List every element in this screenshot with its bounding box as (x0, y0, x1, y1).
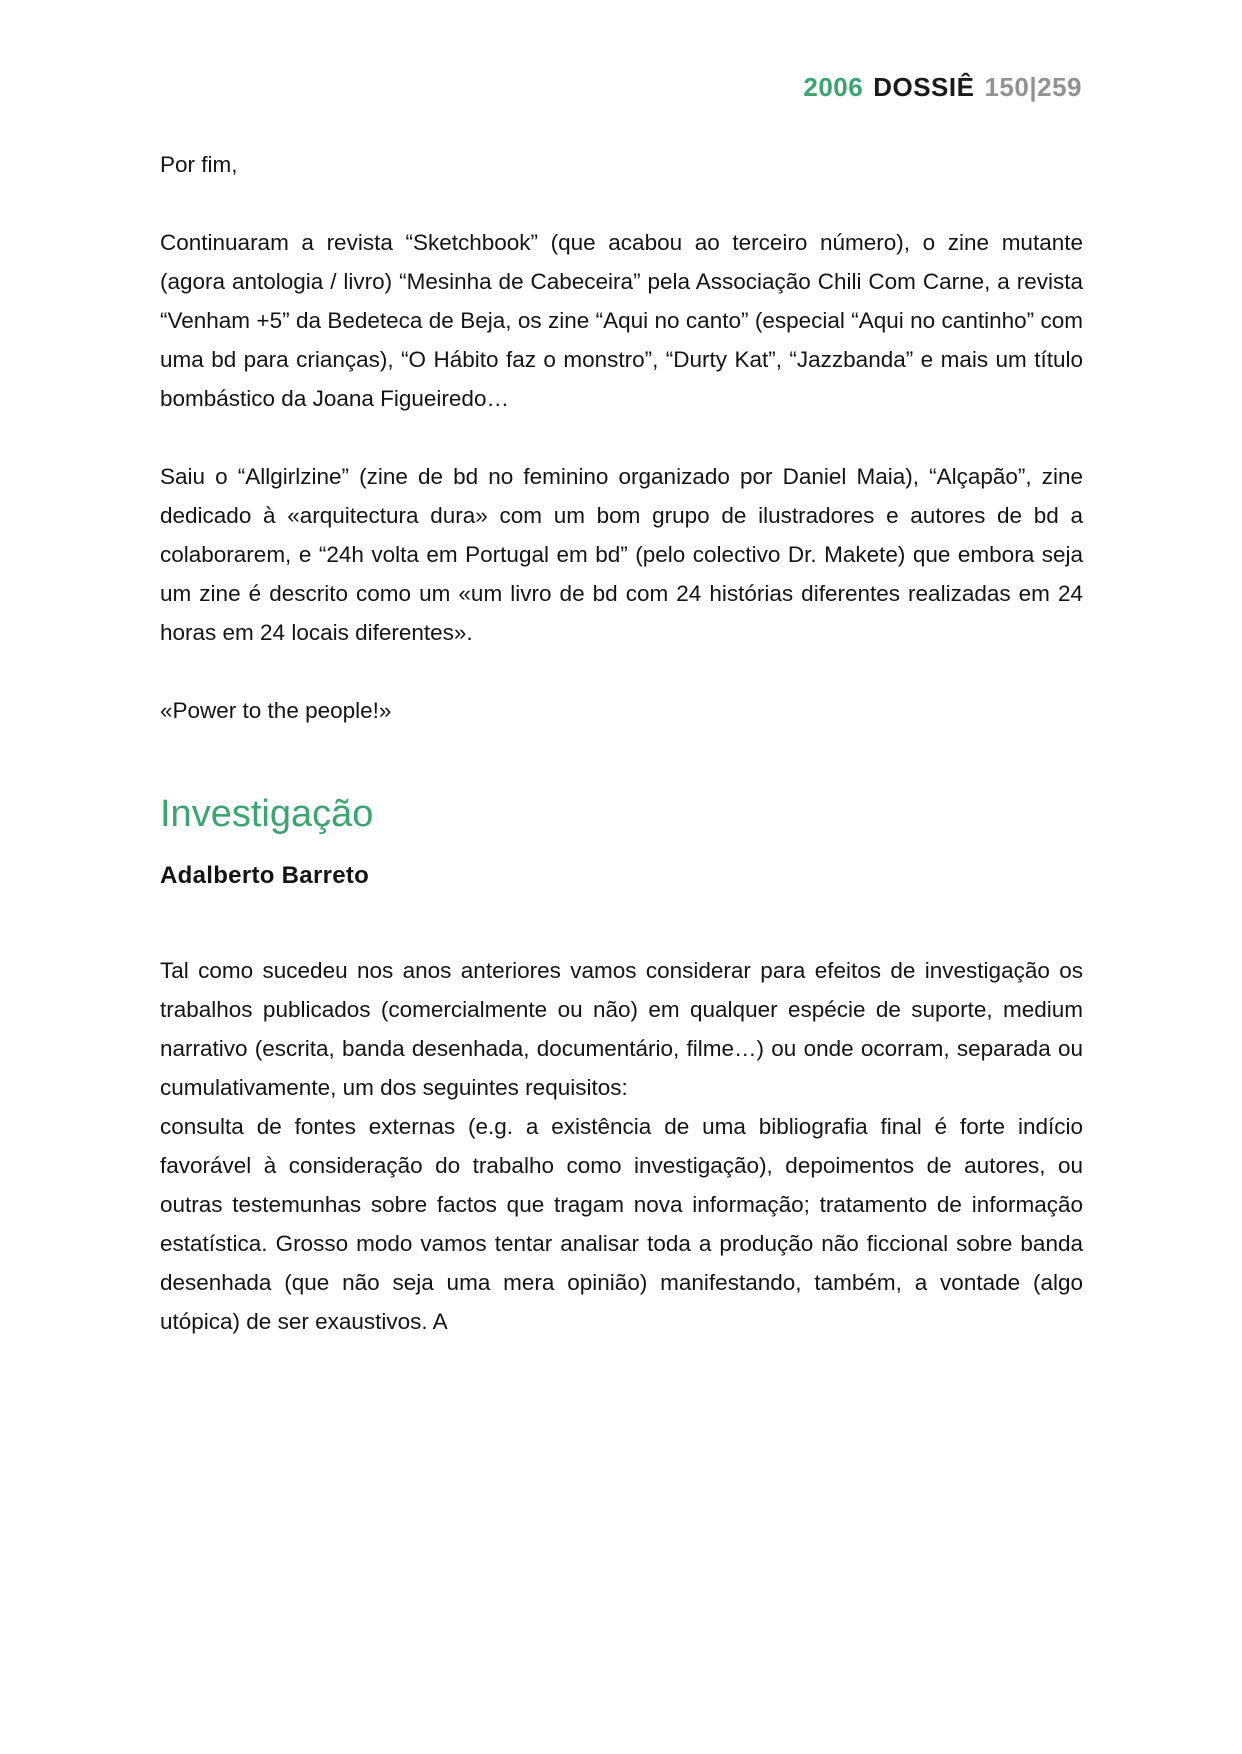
header-page-number: 150|259 (984, 72, 1082, 102)
paragraph-saiu: Saiu o “Allgirlzine” (zine de bd no feminino organizado por Daniel Maia), “Alçapão”, zine dedicado à «arquitectura dura» com um bom grupo de ilustradores e autores de bd a colaborarem, e “24h volta em Portugal em bd” (pelo colectivo Dr. Makete) que embora seja um zine é descrito como um «um livro de bd com 24 histórias diferentes realizadas em 24 horas em 24 locais diferentes». (160, 464, 1083, 645)
paragraph-power-to-the-people: «Power to the people!» (160, 698, 392, 723)
author-name: Adalberto Barreto (160, 862, 370, 889)
paragraph-continuaram: Continuaram a revista “Sketchbook” (que acabou ao terceiro número), o zine mutante (agora antologia / livro) “Mesinha de Cabeceira” pela Associação Chili Com Carne, a revista “Venham +5” da Bedeteca de Beja, os zine “Aqui no canto” (especial “Aqui no cantinho” com uma bd para crianças), “O Hábito faz o monstro”, “Durty Kat”, “Jazzbanda” e mais um título bombástico da Joana Figueiredo… (160, 230, 1083, 411)
paragraph-consulta: consulta de fontes externas (e.g. a existência de uma bibliografia final é forte indício favorável à consideração do trabalho como investigação), depoimentos de autores, ou outras testemunhas sobre factos que tragam nova informação; tratamento de informação estatística. Grosso modo vamos tentar analisar toda a produção não ficcional sobre banda desenhada (que não seja uma mera opinião) manifestando, também, a vontade (algo utópica) de ser exaustivos. A (160, 1114, 1083, 1334)
header-title: DOSSIÊ (873, 72, 975, 102)
header-year: 2006 (803, 72, 864, 102)
paragraph-tal-como: Tal como sucedeu nos anos anteriores vamos considerar para efeitos de investigação os trabalhos publicados (comercialmente ou não) em qualquer espécie de suporte, medium narrativo (escrita, banda desenhada, documentário, filme…) ou onde ocorram, separada ou cumulativamente, um dos seguintes requisitos: (160, 958, 1083, 1100)
document-body (0, 103, 1242, 1341)
paragraph-por-fim: Por fim, (160, 152, 238, 177)
section-heading-investigacao: Investigação (160, 793, 374, 835)
page-header (0, 0, 1242, 103)
